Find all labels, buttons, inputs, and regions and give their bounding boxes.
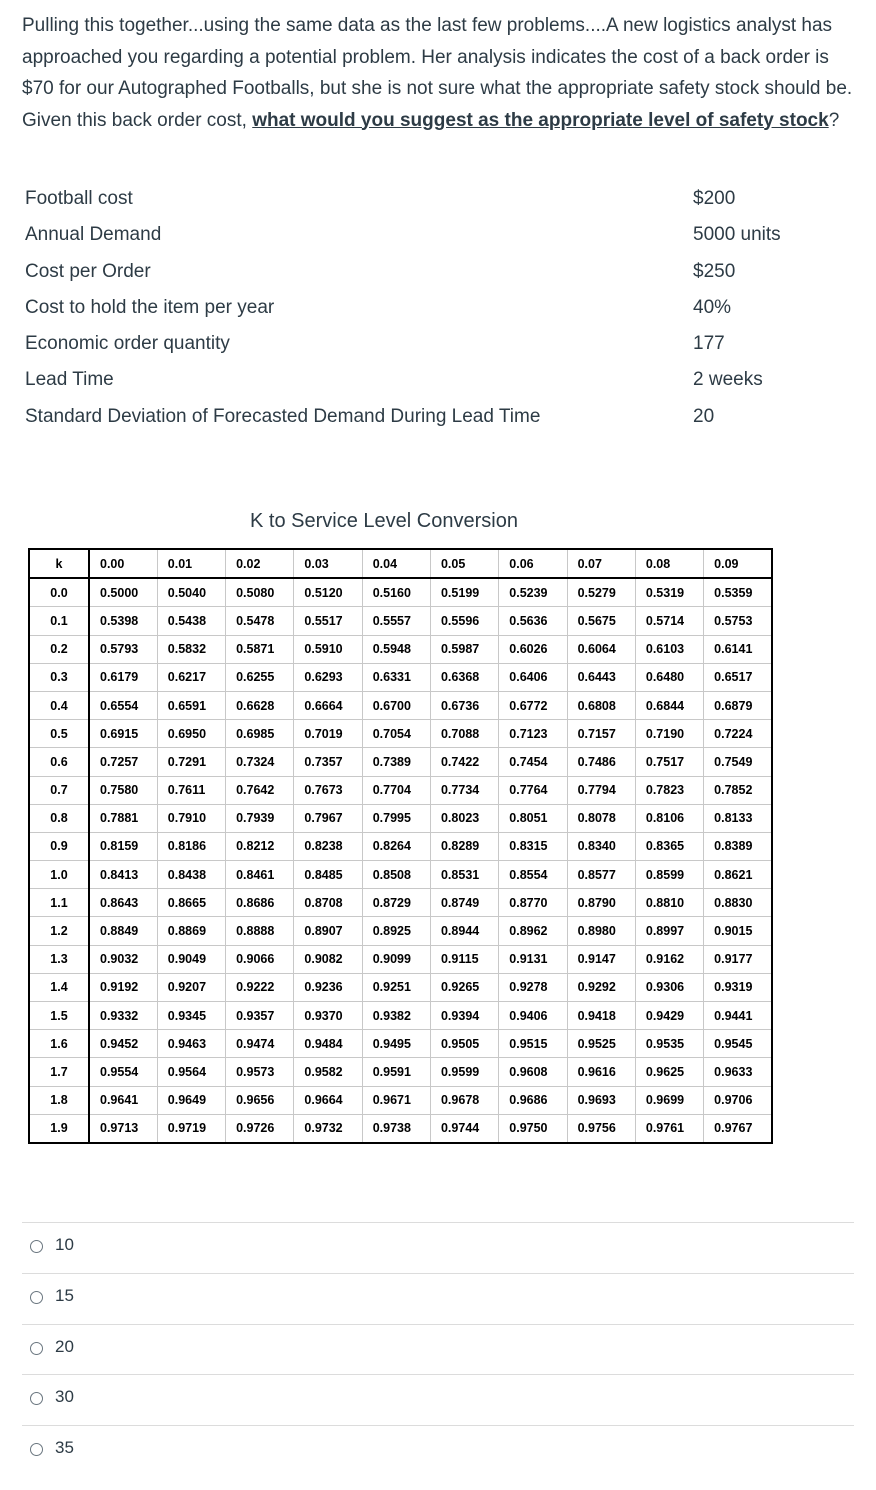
service-level-cell: 0.5199 <box>430 578 498 607</box>
parameter-label: Lead Time <box>25 369 114 391</box>
service-level-cell: 0.7910 <box>157 804 225 832</box>
service-level-cell: 0.9278 <box>499 973 567 1001</box>
k-header: k <box>29 549 89 578</box>
answer-label: 20 <box>55 1336 74 1356</box>
service-level-cell: 0.9251 <box>362 973 430 1001</box>
k-value-cell: 1.2 <box>29 917 89 945</box>
service-level-cell: 0.9686 <box>499 1086 567 1114</box>
service-level-cell: 0.5239 <box>499 578 567 607</box>
service-level-cell: 0.8810 <box>635 889 703 917</box>
service-level-cell: 0.5793 <box>89 635 157 663</box>
table-row <box>29 804 772 832</box>
parameter-row <box>25 186 845 222</box>
service-level-cell: 0.6368 <box>430 663 498 691</box>
service-level-cell: 0.6915 <box>89 720 157 748</box>
service-level-cell: 0.9345 <box>157 1002 225 1030</box>
service-level-cell: 0.8531 <box>430 861 498 889</box>
service-level-cell: 0.8289 <box>430 832 498 860</box>
k-value-cell: 1.7 <box>29 1058 89 1086</box>
service-level-cell: 0.6255 <box>226 663 294 691</box>
service-level-cell: 0.8830 <box>704 889 772 917</box>
parameter-value: 20 <box>693 405 715 427</box>
service-level-cell: 0.6103 <box>635 635 703 663</box>
service-level-cell: 0.6331 <box>362 663 430 691</box>
service-level-cell: 0.9599 <box>430 1058 498 1086</box>
service-level-cell: 0.9564 <box>157 1058 225 1086</box>
parameter-value: $250 <box>693 260 736 282</box>
service-level-cell: 0.5948 <box>362 635 430 663</box>
answer-label: 10 <box>55 1235 74 1254</box>
service-level-cell: 0.9484 <box>294 1030 362 1058</box>
service-level-cell: 0.9306 <box>635 973 703 1001</box>
service-level-cell: 0.6879 <box>704 691 772 719</box>
service-level-cell: 0.9131 <box>499 945 567 973</box>
k-value-cell: 0.4 <box>29 691 89 719</box>
answer-option[interactable] <box>22 1425 854 1476</box>
service-level-cell: 0.8849 <box>89 917 157 945</box>
answer-option[interactable] <box>22 1222 854 1273</box>
parameter-row <box>25 259 845 295</box>
service-level-cell: 0.7549 <box>704 748 772 776</box>
k-value-cell: 0.1 <box>29 607 89 635</box>
service-level-cell: 0.9192 <box>89 973 157 1001</box>
service-level-cell: 0.8051 <box>499 804 567 832</box>
k-value-cell: 1.0 <box>29 861 89 889</box>
service-level-cell: 0.8621 <box>704 861 772 889</box>
service-level-cell: 0.6443 <box>567 663 635 691</box>
service-level-cell: 0.9032 <box>89 945 157 973</box>
service-level-cell: 0.9357 <box>226 1002 294 1030</box>
service-level-cell: 0.7157 <box>567 720 635 748</box>
service-level-cell: 0.7422 <box>430 748 498 776</box>
service-level-cell: 0.7995 <box>362 804 430 832</box>
table-row <box>29 945 772 973</box>
service-level-cell: 0.5319 <box>635 578 703 607</box>
service-level-cell: 0.9429 <box>635 1002 703 1030</box>
parameter-label: Economic order quantity <box>25 333 230 355</box>
service-level-cell: 0.5987 <box>430 635 498 663</box>
service-level-cell: 0.7088 <box>430 720 498 748</box>
service-level-cell: 0.7291 <box>157 748 225 776</box>
service-level-cell: 0.7673 <box>294 776 362 804</box>
k-value-cell: 0.9 <box>29 832 89 860</box>
service-level-cell: 0.6736 <box>430 691 498 719</box>
service-level-cell: 0.9147 <box>567 945 635 973</box>
service-level-cell: 0.9505 <box>430 1030 498 1058</box>
service-level-cell: 0.9406 <box>499 1002 567 1030</box>
service-level-cell: 0.5000 <box>89 578 157 607</box>
service-level-cell: 0.8078 <box>567 804 635 832</box>
service-level-cell: 0.9656 <box>226 1086 294 1114</box>
service-level-cell: 0.7019 <box>294 720 362 748</box>
service-level-cell: 0.8665 <box>157 889 225 917</box>
service-level-cell: 0.6628 <box>226 691 294 719</box>
parameter-row <box>25 367 845 403</box>
k-value-cell: 0.6 <box>29 748 89 776</box>
service-level-cell: 0.6664 <box>294 691 362 719</box>
service-level-cell: 0.9292 <box>567 973 635 1001</box>
service-level-cell: 0.9641 <box>89 1086 157 1114</box>
service-level-cell: 0.5398 <box>89 607 157 635</box>
service-level-cell: 0.8686 <box>226 889 294 917</box>
service-level-cell: 0.9756 <box>567 1114 635 1143</box>
service-level-cell: 0.9554 <box>89 1058 157 1086</box>
k-value-cell: 1.5 <box>29 1002 89 1030</box>
service-level-cell: 0.8749 <box>430 889 498 917</box>
service-level-cell: 0.5160 <box>362 578 430 607</box>
service-level-cell: 0.9099 <box>362 945 430 973</box>
service-level-cell: 0.8944 <box>430 917 498 945</box>
service-level-cell: 0.9066 <box>226 945 294 973</box>
question-emphasis: what would you suggest as the appropriate level of safety stock <box>252 109 829 131</box>
column-header: 0.03 <box>294 549 362 578</box>
service-level-cell: 0.7123 <box>499 720 567 748</box>
service-level-cell: 0.8708 <box>294 889 362 917</box>
service-level-cell: 0.8508 <box>362 861 430 889</box>
service-level-cell: 0.9713 <box>89 1114 157 1143</box>
service-level-cell: 0.5040 <box>157 578 225 607</box>
answer-options <box>22 1222 854 1476</box>
table-row <box>29 917 772 945</box>
service-level-cell: 0.7734 <box>430 776 498 804</box>
answer-label: 35 <box>55 1438 74 1458</box>
table-row <box>29 663 772 691</box>
service-level-cell: 0.9115 <box>430 945 498 973</box>
service-level-cell: 0.6517 <box>704 663 772 691</box>
service-level-cell: 0.9719 <box>157 1114 225 1143</box>
service-level-cell: 0.5910 <box>294 635 362 663</box>
service-level-cell: 0.9726 <box>226 1114 294 1143</box>
table-row <box>29 776 772 804</box>
parameter-row <box>25 222 845 258</box>
table-row <box>29 1030 772 1058</box>
table-row <box>29 748 772 776</box>
service-level-cell: 0.8485 <box>294 861 362 889</box>
service-level-cell: 0.9525 <box>567 1030 635 1058</box>
column-header: 0.09 <box>704 549 772 578</box>
service-level-cell: 0.8264 <box>362 832 430 860</box>
parameter-list <box>25 186 845 440</box>
service-level-cell: 0.9767 <box>704 1114 772 1143</box>
service-level-cell: 0.8599 <box>635 861 703 889</box>
table-row <box>29 1114 772 1143</box>
service-level-cell: 0.7704 <box>362 776 430 804</box>
k-value-cell: 1.1 <box>29 889 89 917</box>
table-row <box>29 1086 772 1114</box>
service-level-cell: 0.8888 <box>226 917 294 945</box>
parameter-value: 177 <box>693 333 725 355</box>
service-level-cell: 0.9177 <box>704 945 772 973</box>
service-level-cell: 0.6554 <box>89 691 157 719</box>
service-level-cell: 0.9582 <box>294 1058 362 1086</box>
service-level-cell: 0.9222 <box>226 973 294 1001</box>
column-header: 0.00 <box>89 549 157 578</box>
table-row <box>29 1002 772 1030</box>
answer-option[interactable] <box>22 1324 854 1375</box>
question-end: ? <box>828 109 840 131</box>
service-level-cell: 0.8438 <box>157 861 225 889</box>
question-text <box>22 10 857 136</box>
service-level-cell: 0.7642 <box>226 776 294 804</box>
service-level-cell: 0.5596 <box>430 607 498 635</box>
k-value-cell: 0.2 <box>29 635 89 663</box>
service-level-cell: 0.7939 <box>226 804 294 832</box>
radio-button-icon[interactable] <box>30 1342 43 1355</box>
service-level-cell: 0.9678 <box>430 1086 498 1114</box>
service-level-cell: 0.5636 <box>499 607 567 635</box>
service-level-cell: 0.9664 <box>294 1086 362 1114</box>
answer-label: 30 <box>55 1387 74 1407</box>
service-level-cell: 0.8997 <box>635 917 703 945</box>
service-level-cell: 0.6950 <box>157 720 225 748</box>
radio-button-icon[interactable] <box>30 1392 43 1405</box>
service-level-cell: 0.8389 <box>704 832 772 860</box>
service-level-cell: 0.9474 <box>226 1030 294 1058</box>
service-level-cell: 0.7224 <box>704 720 772 748</box>
radio-button-icon[interactable] <box>30 1443 43 1456</box>
parameter-label: Cost to hold the item per year <box>25 296 275 318</box>
service-level-cell: 0.7881 <box>89 804 157 832</box>
k-service-level-table <box>28 548 773 1144</box>
service-level-cell: 0.7852 <box>704 776 772 804</box>
service-level-cell: 0.9418 <box>567 1002 635 1030</box>
service-level-cell: 0.8790 <box>567 889 635 917</box>
service-level-cell: 0.6985 <box>226 720 294 748</box>
service-level-cell: 0.8869 <box>157 917 225 945</box>
service-level-cell: 0.9732 <box>294 1114 362 1143</box>
k-value-cell: 1.4 <box>29 973 89 1001</box>
service-level-cell: 0.5080 <box>226 578 294 607</box>
service-level-cell: 0.9382 <box>362 1002 430 1030</box>
service-level-cell: 0.5832 <box>157 635 225 663</box>
service-level-cell: 0.6064 <box>567 635 635 663</box>
service-level-cell: 0.9699 <box>635 1086 703 1114</box>
column-header: 0.06 <box>499 549 567 578</box>
service-level-cell: 0.8643 <box>89 889 157 917</box>
service-level-cell: 0.9744 <box>430 1114 498 1143</box>
service-level-cell: 0.8925 <box>362 917 430 945</box>
parameter-value: 2 weeks <box>693 369 763 391</box>
service-level-cell: 0.9616 <box>567 1058 635 1086</box>
parameter-value: 5000 units <box>693 224 781 246</box>
service-level-cell: 0.7454 <box>499 748 567 776</box>
service-level-cell: 0.7324 <box>226 748 294 776</box>
service-level-cell: 0.9463 <box>157 1030 225 1058</box>
service-level-cell: 0.5438 <box>157 607 225 635</box>
service-level-cell: 0.9394 <box>430 1002 498 1030</box>
parameter-row <box>25 295 845 331</box>
service-level-cell: 0.6772 <box>499 691 567 719</box>
service-level-cell: 0.5675 <box>567 607 635 635</box>
service-level-cell: 0.6179 <box>89 663 157 691</box>
service-level-cell: 0.8340 <box>567 832 635 860</box>
table-header-row <box>29 549 772 578</box>
service-level-cell: 0.7357 <box>294 748 362 776</box>
service-level-cell: 0.6141 <box>704 635 772 663</box>
service-level-cell: 0.9608 <box>499 1058 567 1086</box>
service-level-cell: 0.8907 <box>294 917 362 945</box>
service-level-cell: 0.7967 <box>294 804 362 832</box>
k-value-cell: 0.3 <box>29 663 89 691</box>
service-level-cell: 0.9495 <box>362 1030 430 1058</box>
column-header: 0.01 <box>157 549 225 578</box>
service-level-cell: 0.6293 <box>294 663 362 691</box>
service-level-cell: 0.7054 <box>362 720 430 748</box>
k-value-cell: 1.6 <box>29 1030 89 1058</box>
k-value-cell: 1.3 <box>29 945 89 973</box>
service-level-cell: 0.5557 <box>362 607 430 635</box>
column-header: 0.07 <box>567 549 635 578</box>
k-value-cell: 0.8 <box>29 804 89 832</box>
service-level-cell: 0.7389 <box>362 748 430 776</box>
service-level-cell: 0.6480 <box>635 663 703 691</box>
service-level-cell: 0.7486 <box>567 748 635 776</box>
service-level-cell: 0.5714 <box>635 607 703 635</box>
service-level-cell: 0.9671 <box>362 1086 430 1114</box>
k-value-cell: 1.8 <box>29 1086 89 1114</box>
service-level-cell: 0.7580 <box>89 776 157 804</box>
service-level-cell: 0.9441 <box>704 1002 772 1030</box>
service-level-cell: 0.8729 <box>362 889 430 917</box>
service-level-cell: 0.9515 <box>499 1030 567 1058</box>
k-value-cell: 0.5 <box>29 720 89 748</box>
service-level-cell: 0.5279 <box>567 578 635 607</box>
parameter-row <box>25 331 845 367</box>
service-level-cell: 0.6217 <box>157 663 225 691</box>
service-level-cell: 0.8186 <box>157 832 225 860</box>
service-level-cell: 0.5753 <box>704 607 772 635</box>
answer-option[interactable] <box>22 1374 854 1425</box>
service-level-cell: 0.7517 <box>635 748 703 776</box>
service-level-cell: 0.7794 <box>567 776 635 804</box>
table-row <box>29 861 772 889</box>
answer-option[interactable] <box>22 1273 854 1324</box>
service-level-cell: 0.8980 <box>567 917 635 945</box>
service-level-cell: 0.9162 <box>635 945 703 973</box>
parameter-value: $200 <box>693 188 736 209</box>
table-row <box>29 973 772 1001</box>
service-level-cell: 0.9649 <box>157 1086 225 1114</box>
service-level-cell: 0.9545 <box>704 1030 772 1058</box>
service-level-cell: 0.8962 <box>499 917 567 945</box>
table-row <box>29 607 772 635</box>
service-level-cell: 0.9236 <box>294 973 362 1001</box>
service-level-cell: 0.7764 <box>499 776 567 804</box>
radio-button-icon[interactable] <box>30 1240 43 1253</box>
k-value-cell: 0.0 <box>29 578 89 607</box>
question-body: Pulling this together...using the same data as the last few problems....A new logistics analyst has approached you regarding a potential problem. Her analysis indicates the cost of a back order is $70 for our Autographed Footballs, but she is not sure what the appropriate safety stock should be. Given this back order cost, <box>22 15 853 131</box>
service-level-cell: 0.8023 <box>430 804 498 832</box>
service-level-cell: 0.9706 <box>704 1086 772 1114</box>
service-level-cell: 0.7190 <box>635 720 703 748</box>
service-level-cell: 0.8461 <box>226 861 294 889</box>
table-row <box>29 635 772 663</box>
parameter-label: Cost per Order <box>25 260 151 282</box>
parameter-label: Standard Deviation of Forecasted Demand During Lead Time <box>25 405 541 427</box>
table-title: K to Service Level Conversion <box>250 510 518 532</box>
service-level-cell: 0.8238 <box>294 832 362 860</box>
service-level-cell: 0.9015 <box>704 917 772 945</box>
service-level-cell: 0.8413 <box>89 861 157 889</box>
parameter-label: Football cost <box>25 188 133 209</box>
parameter-row <box>25 404 845 440</box>
service-level-cell: 0.8159 <box>89 832 157 860</box>
table-row <box>29 889 772 917</box>
service-level-cell: 0.7257 <box>89 748 157 776</box>
service-level-cell: 0.9750 <box>499 1114 567 1143</box>
service-level-cell: 0.8106 <box>635 804 703 832</box>
service-level-cell: 0.6700 <box>362 691 430 719</box>
service-level-cell: 0.9591 <box>362 1058 430 1086</box>
service-level-cell: 0.9535 <box>635 1030 703 1058</box>
table-row <box>29 720 772 748</box>
parameter-value: 40% <box>693 296 732 318</box>
table-row <box>29 578 772 607</box>
service-level-cell: 0.9370 <box>294 1002 362 1030</box>
service-level-cell: 0.9082 <box>294 945 362 973</box>
service-level-cell: 0.5871 <box>226 635 294 663</box>
service-level-cell: 0.8365 <box>635 832 703 860</box>
service-level-cell: 0.9761 <box>635 1114 703 1143</box>
service-level-cell: 0.9207 <box>157 973 225 1001</box>
service-level-cell: 0.6026 <box>499 635 567 663</box>
table-row <box>29 832 772 860</box>
service-level-cell: 0.8554 <box>499 861 567 889</box>
service-level-cell: 0.8133 <box>704 804 772 832</box>
service-level-cell: 0.7611 <box>157 776 225 804</box>
service-level-cell: 0.6844 <box>635 691 703 719</box>
table-row <box>29 1058 772 1086</box>
service-level-cell: 0.6591 <box>157 691 225 719</box>
column-header: 0.04 <box>362 549 430 578</box>
service-level-cell: 0.9332 <box>89 1002 157 1030</box>
service-level-cell: 0.5359 <box>704 578 772 607</box>
service-level-cell: 0.5120 <box>294 578 362 607</box>
service-level-cell: 0.9049 <box>157 945 225 973</box>
service-level-cell: 0.8212 <box>226 832 294 860</box>
service-level-cell: 0.5517 <box>294 607 362 635</box>
service-level-cell: 0.9452 <box>89 1030 157 1058</box>
column-header: 0.08 <box>635 549 703 578</box>
column-header: 0.02 <box>226 549 294 578</box>
k-value-cell: 0.7 <box>29 776 89 804</box>
service-level-cell: 0.8577 <box>567 861 635 889</box>
service-level-cell: 0.9573 <box>226 1058 294 1086</box>
radio-button-icon[interactable] <box>30 1291 43 1304</box>
service-level-cell: 0.8770 <box>499 889 567 917</box>
service-level-cell: 0.9265 <box>430 973 498 1001</box>
column-header: 0.05 <box>430 549 498 578</box>
answer-label: 15 <box>55 1285 74 1305</box>
parameter-label: Annual Demand <box>25 224 162 246</box>
service-level-cell: 0.9633 <box>704 1058 772 1086</box>
service-level-cell: 0.8315 <box>499 832 567 860</box>
service-level-cell: 0.6808 <box>567 691 635 719</box>
table-row <box>29 691 772 719</box>
service-level-cell: 0.9319 <box>704 973 772 1001</box>
k-value-cell: 1.9 <box>29 1114 89 1143</box>
service-level-cell: 0.6406 <box>499 663 567 691</box>
service-level-cell: 0.9693 <box>567 1086 635 1114</box>
service-level-cell: 0.9738 <box>362 1114 430 1143</box>
service-level-cell: 0.7823 <box>635 776 703 804</box>
service-level-cell: 0.5478 <box>226 607 294 635</box>
service-level-cell: 0.9625 <box>635 1058 703 1086</box>
